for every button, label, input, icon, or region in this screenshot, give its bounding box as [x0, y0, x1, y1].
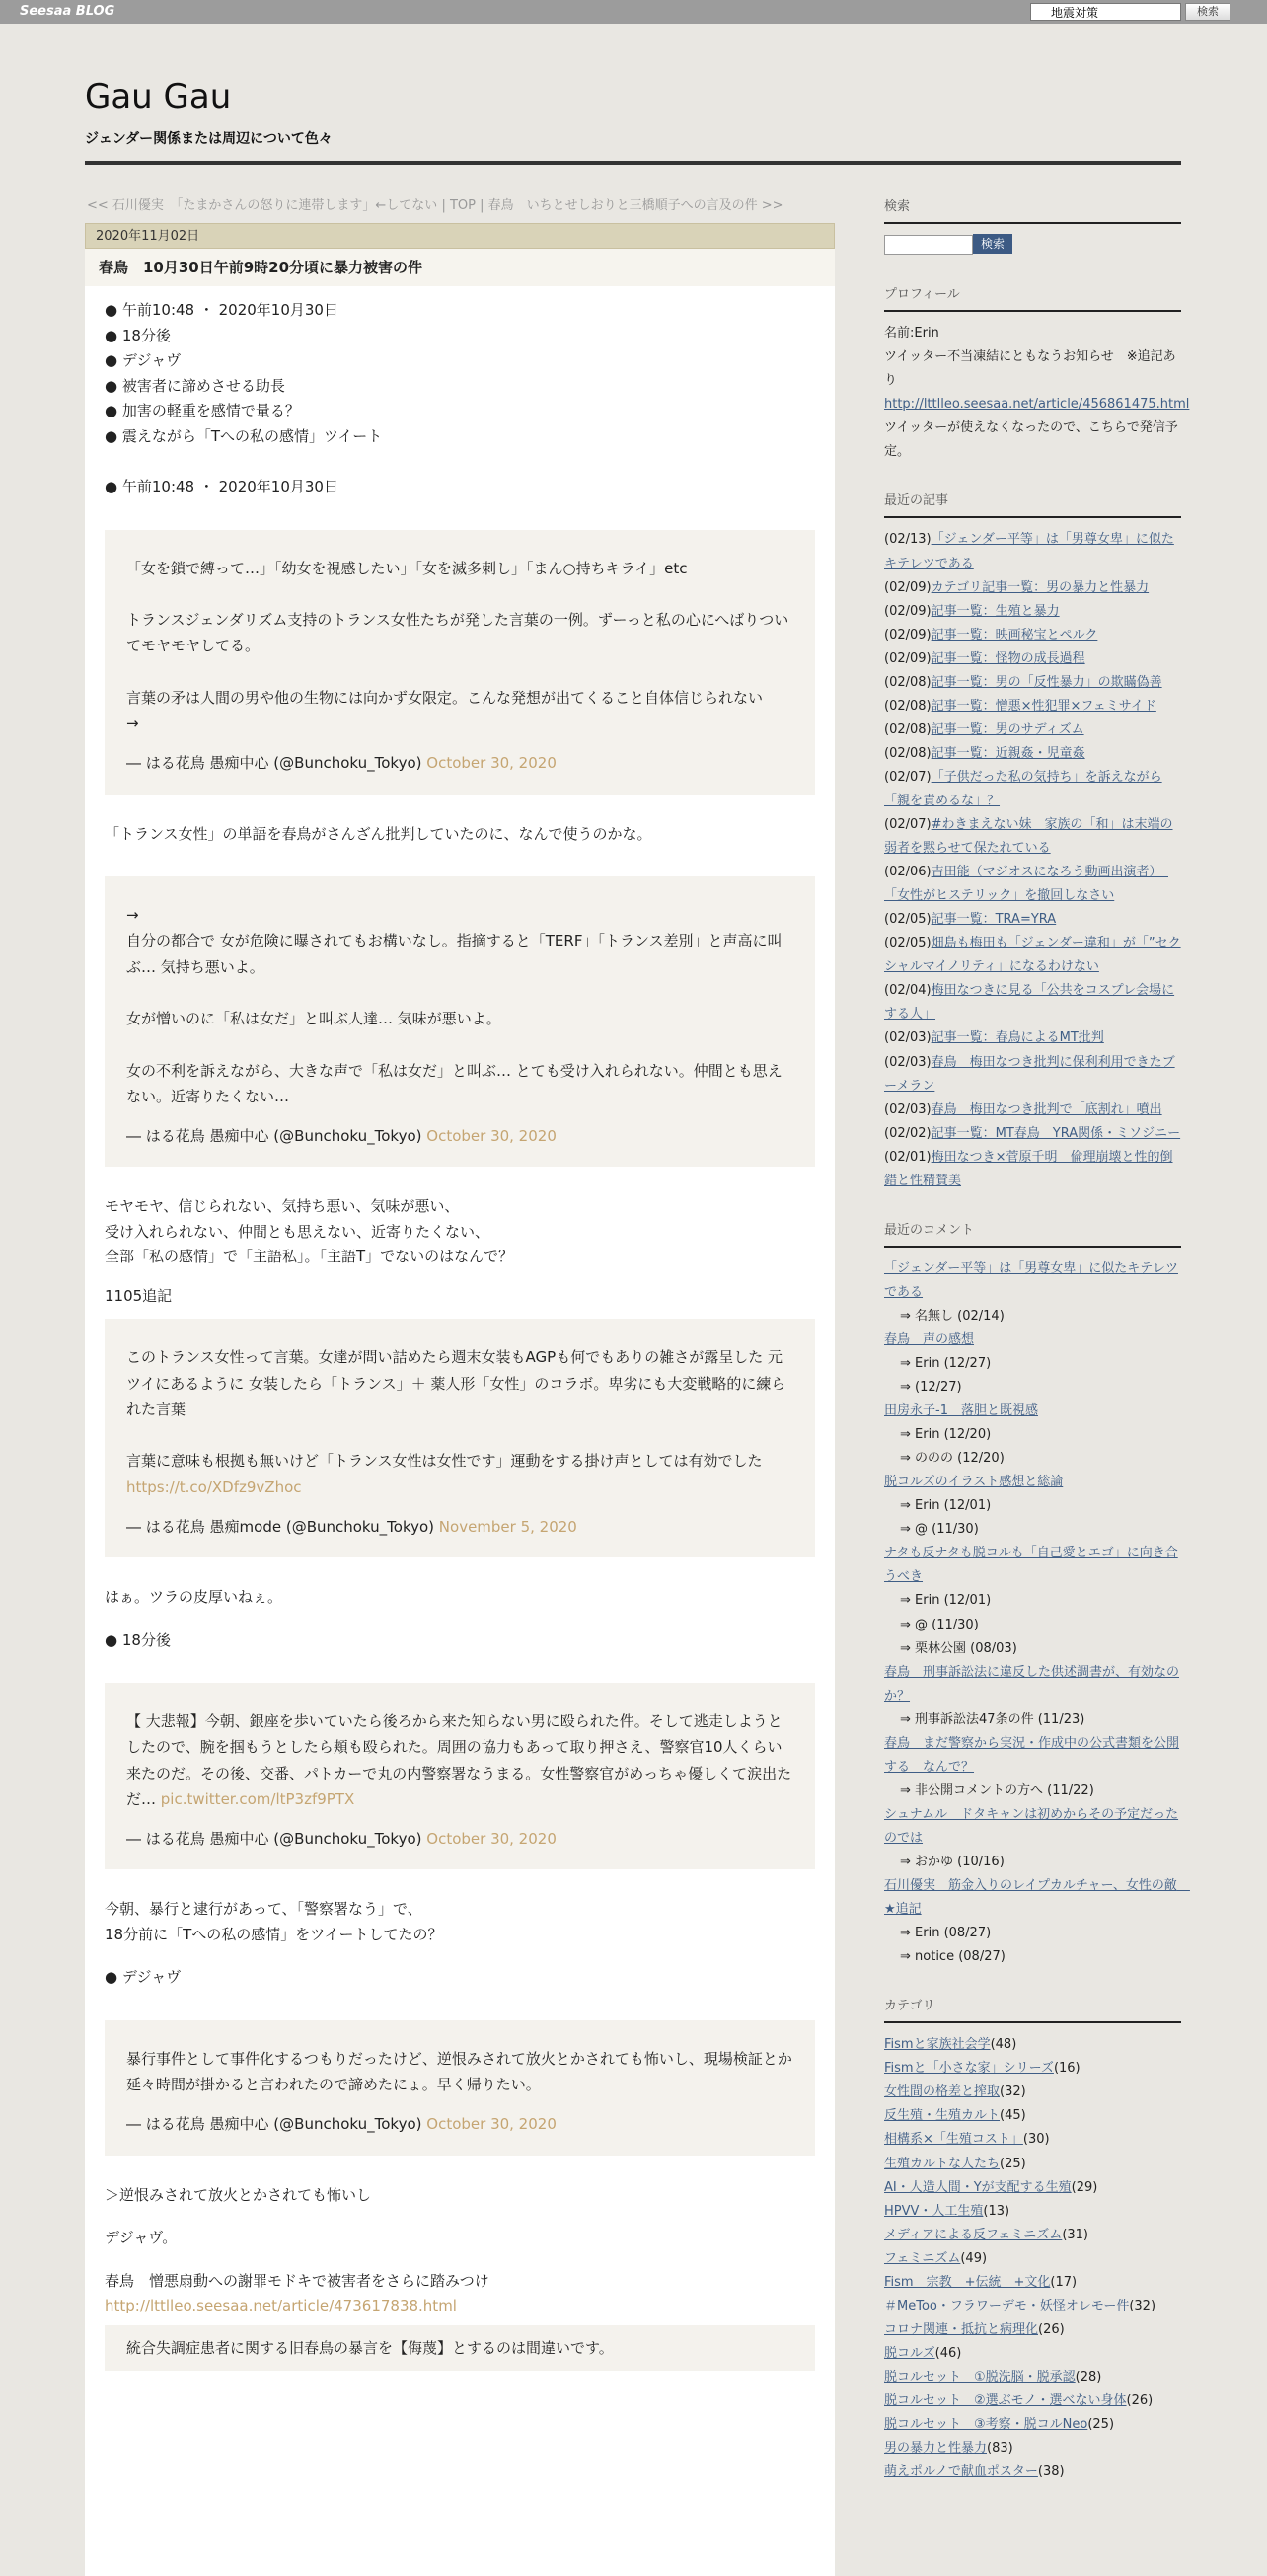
- category-link[interactable]: フェミニズム: [884, 2250, 961, 2266]
- recent-article-link[interactable]: 「ジェンダー平等」は「男尊女卑」に似たキテレツである: [884, 532, 1174, 571]
- category-item: [884, 2318, 1181, 2342]
- recent-article-item: [884, 719, 1181, 742]
- category-item: [884, 2437, 1181, 2461]
- category-item: [884, 2366, 1181, 2389]
- top-search-button[interactable]: 検索: [1185, 3, 1230, 21]
- category-item: [884, 2389, 1181, 2413]
- recent-article-date: (02/08): [884, 698, 932, 714]
- profile-text: ツイッター不当凍結にともなうお知らせ ※追記あり: [884, 349, 1176, 389]
- category-item: [884, 2342, 1181, 2366]
- tweet-author: ― はる花鳥 愚痴中心 (@Bunchoku_Tokyo): [126, 1127, 422, 1146]
- tweet-link[interactable]: https://t.co/XDfz9vZhoc: [126, 1477, 302, 1496]
- recent-article-item: [884, 695, 1181, 719]
- category-count: (28): [1075, 2369, 1102, 2385]
- recent-article-link[interactable]: 記事一覧：怪物の成長過程: [931, 650, 1085, 666]
- tweet-text: → 自分の都合で 女が危険に曝されてもお構いなし。指摘すると「TERF」「トランス差別」と声高に叫ぶ… 気持ち悪いよ。 女が憎いのに「私は女だ」と叫ぶ人達… 気味が悪いよ。 女の不利を訴えながら、大きな声で「私は女だ」と叫ぶ… とても受け入れられない。仲間とも思えない。近寄りたくない…: [126, 906, 783, 1105]
- recent-article-item: [884, 528, 1181, 575]
- recent-article-item: [884, 1099, 1181, 1122]
- recent-comment-item: [884, 1803, 1181, 1874]
- tweet-author: ― はる花鳥 愚痴mode (@Bunchoku_Tokyo): [126, 1517, 435, 1536]
- comment-entry[interactable]: ⇒ @ (11/30): [900, 1522, 979, 1538]
- recent-article-item: [884, 624, 1181, 647]
- category-count: (29): [1071, 2179, 1098, 2195]
- quote-box: [105, 2325, 815, 2371]
- tweet-date-link[interactable]: November 5, 2020: [438, 1517, 577, 1536]
- recent-article-item: [884, 908, 1181, 932]
- recent-article-link[interactable]: 記事一覧：男のサディズム: [931, 721, 1084, 737]
- category-link[interactable]: コロナ関連・抵抗と病理化: [884, 2321, 1039, 2337]
- seesaa-logo[interactable]: Seesaa BLOG: [20, 4, 115, 19]
- article-navigation: [85, 195, 835, 217]
- category-count: (17): [1050, 2274, 1078, 2290]
- category-item: [884, 2081, 1181, 2104]
- category-count: (26): [1038, 2321, 1065, 2337]
- tweet-text: 暴行事件として事件化するつもりだったけど、逆恨みされて放火とかされても怖いし、現場検証とか延々時間が掛かると言われたので諦めたにょ。早く帰りたい。: [126, 2049, 792, 2094]
- tweet-quote: [105, 1319, 815, 1557]
- top-bar: [0, 0, 1267, 24]
- comment-article-link[interactable]: 石川優実 筋金入りのレイプカルチャー、女性の敵 ★追記: [884, 1878, 1190, 1918]
- recent-article-link[interactable]: 梅田なつき×菅原千明 倫理崩壊と性的倒錯と性精賛美: [884, 1149, 1173, 1188]
- category-link[interactable]: ＃MeToo・フラワーデモ・妖怪オレモー件: [884, 2298, 1130, 2313]
- profile-name: 名前:Erin: [884, 326, 939, 341]
- recent-article-date: (02/08): [884, 721, 932, 737]
- recent-article-link[interactable]: 「子供だった私の気持ち」を訴えながら「親を責めるな」？: [884, 769, 1162, 808]
- recent-comment-item: [884, 1732, 1181, 1803]
- sidebar: [884, 195, 1190, 2510]
- recent-article-date: (02/03): [884, 1101, 932, 1117]
- category-count: (46): [934, 2345, 962, 2361]
- category-link[interactable]: Fismと家族社会学: [884, 2037, 991, 2053]
- category-count: (83): [987, 2441, 1013, 2457]
- comment-entry[interactable]: ⇒ Erin (12/27): [900, 1356, 992, 1372]
- recent-article-link[interactable]: カテゴリ記事一覧：男の暴力と性暴力: [931, 579, 1150, 595]
- recent-article-date: (02/03): [884, 1054, 932, 1070]
- recent-article-item: [884, 932, 1181, 979]
- quote-text: 統合失調症患者に関する旧春鳥の暴言を【侮蔑】とするのは間違いです。: [126, 2338, 614, 2357]
- category-link[interactable]: 女性間の格差と搾取: [884, 2084, 1001, 2100]
- article-link[interactable]: http://lttlleo.seesaa.net/article/473617838.html: [105, 2297, 457, 2315]
- category-link[interactable]: 脱コルズ: [884, 2345, 935, 2361]
- comment-article-link[interactable]: 「ジェンダー平等」は「男尊女卑」に似たキテレツである: [884, 1260, 1178, 1300]
- comment-article-link[interactable]: シュナムル ドタキャンは初めからその予定だったのでは: [884, 1806, 1179, 1846]
- tweet-author: ― はる花鳥 愚痴中心 (@Bunchoku_Tokyo): [126, 754, 422, 773]
- category-link[interactable]: Fism 宗教 +伝統 +文化: [884, 2274, 1051, 2290]
- tweet-text: 「女を鎖で縛って…」「幼女を視感したい」「女を滅多刺し」「まん○持ちキライ」etc トランスジェンダリズム支持のトランス女性たちが発した言葉の一例。ずーっと私の心にへばりついてモヤモヤしてる。 言葉の矛は人間の男や他の生物には向かず女限定。こんな発想が出てくること自体信じられない →: [126, 559, 789, 733]
- recent-article-item: [884, 1122, 1181, 1146]
- comment-entry[interactable]: ⇒ 刑事訴訟法47条の件 (11/23): [900, 1711, 1085, 1727]
- profile-text: ツイッターが使えなくなったので、こちらで発信予定。: [884, 420, 1178, 460]
- comment-entry[interactable]: ⇒ ののの (12/20): [900, 1451, 1005, 1467]
- recent-comment-item: [884, 1542, 1181, 1660]
- paragraph-with-link: [105, 2269, 815, 2319]
- recent-comment-item: [884, 1257, 1181, 1328]
- blog-description: ジェンダー関係または周辺について色々: [85, 131, 333, 147]
- recent-articles-list: [884, 528, 1181, 1192]
- recent-comment-item: [884, 1471, 1181, 1542]
- comment-entry[interactable]: ⇒ Erin (12/20): [900, 1427, 992, 1443]
- paragraph: はぁ。ツラの皮厚いねぇ。: [105, 1588, 283, 1607]
- category-item: [884, 2224, 1181, 2247]
- comment-article-link[interactable]: 田房永子-1 落胆と既視感: [884, 1403, 1038, 1419]
- recent-article-item: [884, 600, 1181, 624]
- recent-article-item: [884, 671, 1181, 695]
- tweet-quote: [105, 2020, 815, 2156]
- recent-article-link[interactable]: 記事一覧：近親姦・児童姦: [931, 745, 1085, 761]
- recent-comment-item: [884, 1328, 1181, 1400]
- tweet-quote: [105, 876, 815, 1167]
- top-search-input[interactable]: [1030, 3, 1181, 21]
- category-count: (31): [1062, 2227, 1088, 2242]
- category-count: (25): [1087, 2417, 1115, 2433]
- recent-comment-item: [884, 1661, 1181, 1732]
- section-heading: ● 午前10:48 ・ 2020年10月30日: [105, 478, 338, 496]
- recent-article-link[interactable]: 記事一覧：憎悪×性犯罪×フェミサイド: [931, 698, 1156, 714]
- comment-article-link[interactable]: ナタも反ナタも脱コルも「自己愛とエゴ」に向き合うべき: [884, 1546, 1178, 1585]
- category-count: (32): [1000, 2084, 1026, 2100]
- tweet-date-link[interactable]: October 30, 2020: [426, 2115, 557, 2134]
- category-count: (49): [960, 2250, 988, 2266]
- tweet-date-link[interactable]: October 30, 2020: [426, 754, 557, 773]
- category-link[interactable]: AI・人造人間・Yが支配する生殖: [884, 2179, 1072, 2195]
- category-link[interactable]: Fismと「小さな家」シリーズ: [884, 2061, 1054, 2077]
- category-item: [884, 2461, 1181, 2484]
- recent-article-date: (02/05): [884, 912, 932, 928]
- sidebar-profile: [884, 283, 1190, 464]
- recent-article-item: [884, 576, 1181, 600]
- paragraph: 「トランス女性」の単語を春鳥がさんざん批判していたのに、なんで使うのかな。: [105, 824, 652, 843]
- category-link[interactable]: 生殖カルトな人たち: [884, 2156, 1001, 2171]
- category-item: [884, 2033, 1181, 2057]
- comment-entry[interactable]: ⇒ 名無し (02/14): [900, 1308, 1005, 1324]
- next-article-link[interactable]: 春鳥 いちとせしおりと三橋順子への言及の件 >>: [487, 198, 783, 213]
- comment-entry[interactable]: ⇒ 非公開コメントの方へ (11/22): [900, 1782, 1094, 1798]
- sidebar-heading: 最近のコメント: [884, 1219, 1181, 1248]
- recent-article-item: [884, 1051, 1181, 1099]
- tweet-quote: [105, 1683, 815, 1869]
- post-summary: ● 午前10:48 ・ 2020年10月30日 ● 18分後 ● デジャヴ ● 被害者に諦めさせる助長 ● 加害の軽重を感情で量る？ ● 震えながら「Tへの私の感情」ツイート: [105, 301, 383, 445]
- category-link[interactable]: 脱コルセット ③考察・脱コルNeo: [884, 2417, 1088, 2433]
- category-link[interactable]: 男の暴力と性暴力: [884, 2441, 988, 2457]
- sidebar-heading: 検索: [884, 195, 1181, 224]
- comment-article-link[interactable]: 脱コルズのイラスト感想と総論: [884, 1475, 1064, 1490]
- recent-article-link[interactable]: 吉田能（マジオスになろう動画出演者） 「女性がヒステリック」を撤回しなさい: [884, 865, 1168, 904]
- tweet-author: ― はる花鳥 愚痴中心 (@Bunchoku_Tokyo): [126, 1830, 422, 1849]
- post-date: 2020年11月02日: [85, 223, 835, 249]
- main-column: [85, 195, 835, 2576]
- recent-comment-item: [884, 1400, 1181, 1471]
- recent-article-link[interactable]: 記事一覧：MT春鳥 YRA関係・ミソジニー: [931, 1125, 1181, 1141]
- comment-entry[interactable]: ⇒ Erin (08/27): [900, 1926, 992, 1941]
- category-count: (48): [990, 2037, 1017, 2053]
- recent-article-date: (02/01): [884, 1149, 932, 1165]
- category-link[interactable]: HPVV・人工生殖: [884, 2203, 984, 2219]
- comment-entry[interactable]: ⇒ Erin (12/01): [900, 1498, 992, 1514]
- recent-article-date: (02/02): [884, 1125, 932, 1141]
- recent-article-link[interactable]: 記事一覧：映画秘宝とペルク: [931, 627, 1098, 643]
- category-item: [884, 2104, 1181, 2128]
- category-item: [884, 2153, 1181, 2176]
- recent-article-item: [884, 979, 1181, 1026]
- tweet-date-link[interactable]: October 30, 2020: [426, 1830, 557, 1849]
- tweet-link[interactable]: pic.twitter.com/ltP3zf9PTX: [160, 1789, 355, 1808]
- paragraph: 今朝、暴行と逮行があって、「警察署なう」で、 18分前に「Tへの私の感情」をツイートしてたの？: [105, 1900, 443, 1943]
- category-item: [884, 2128, 1181, 2152]
- recent-article-date: (02/05): [884, 936, 932, 951]
- comment-entry[interactable]: ⇒ notice (08/27): [900, 1949, 1006, 1965]
- sidebar-search-input[interactable]: [884, 235, 973, 255]
- recent-article-date: (02/13): [884, 532, 932, 548]
- recent-article-date: (02/07): [884, 769, 932, 785]
- category-link[interactable]: 反生殖・生殖カルト: [884, 2108, 1001, 2124]
- sidebar-heading: プロフィール: [884, 283, 1181, 312]
- category-count: (32): [1129, 2298, 1156, 2313]
- recent-article-link[interactable]: 梅田なつきに見る「公共をコスプレ会場にする人」: [884, 983, 1175, 1023]
- categories-list: [884, 2033, 1181, 2484]
- recent-article-date: (02/07): [884, 817, 932, 833]
- category-link[interactable]: 脱コルセット ①脱洗脳・脱承認: [884, 2369, 1076, 2385]
- sidebar-search: [884, 195, 1181, 258]
- category-item: [884, 2247, 1181, 2271]
- category-item: [884, 2200, 1181, 2224]
- post-body: [85, 286, 835, 2576]
- section-heading: ● 18分後: [105, 1630, 171, 1649]
- category-link[interactable]: 相構系×「生殖コスト」: [884, 2132, 1023, 2148]
- recent-article-date: (02/09): [884, 603, 932, 619]
- recent-article-date: (02/08): [884, 674, 932, 690]
- category-item: [884, 2176, 1181, 2200]
- recent-article-link[interactable]: 記事一覧：生殖と暴力: [931, 603, 1060, 619]
- category-link[interactable]: メディアによる反フェミニズム: [884, 2227, 1063, 2242]
- comment-article-link[interactable]: 春鳥 まだ警察から実況・作成中の公式書類を公開する なんで？: [884, 1735, 1180, 1775]
- recent-article-item: [884, 766, 1181, 813]
- prev-article-link[interactable]: << 石川優実 「たまかさんの怒りに連帯します」←してない: [87, 198, 438, 213]
- nav-separator: |: [437, 198, 450, 213]
- comment-article-link[interactable]: 春鳥 刑事訴訟法に違反した供述調書が、有効なのか？: [884, 1664, 1180, 1704]
- recent-article-link[interactable]: 春鳥 梅田なつき批判に保利利用できたブーメラン: [884, 1054, 1175, 1094]
- paragraph: モヤモヤ、信じられない、気持ち悪い、気味が悪い、 受け入れられない、仲間とも思えない、近寄りたくない、 全部「私の感情」で「主語私」。「主語T」でないのはなんで？: [105, 1197, 514, 1266]
- category-item: [884, 2295, 1181, 2318]
- recent-article-item: [884, 1146, 1181, 1193]
- sidebar-search-button[interactable]: 検索: [973, 234, 1012, 254]
- recent-article-item: [884, 813, 1181, 861]
- recent-article-link[interactable]: 畑島も梅田も「ジェンダー違和」が「”セクシャルマイノリティ」になるわけない: [884, 936, 1181, 975]
- recent-article-item: [884, 1026, 1181, 1050]
- category-count: (38): [1037, 2464, 1065, 2480]
- tweet-author: ― はる花鳥 愚痴中心 (@Bunchoku_Tokyo): [126, 2115, 422, 2134]
- top-link[interactable]: TOP: [449, 198, 476, 213]
- comment-entry[interactable]: ⇒ おかゆ (10/16): [900, 1855, 1005, 1869]
- category-item: [884, 2057, 1181, 2081]
- category-count: (26): [1126, 2392, 1154, 2408]
- paragraph-text: 春鳥 憎悪扇動への謝罪モドキで被害者をさらに踏みつけ: [105, 2271, 489, 2290]
- category-item: [884, 2413, 1181, 2437]
- recent-article-date: (02/04): [884, 983, 932, 999]
- comment-entry[interactable]: ⇒ @ (11/30): [900, 1617, 979, 1632]
- recent-article-link[interactable]: 記事一覧：男の「反性暴力」の欺瞞偽善: [931, 674, 1162, 690]
- comment-article-link[interactable]: 春鳥 声の感想: [884, 1331, 975, 1347]
- sidebar-recent-articles: [884, 490, 1181, 1192]
- paragraph: デジャヴ。: [105, 2229, 178, 2247]
- recent-article-date: (02/09): [884, 650, 932, 666]
- profile-link[interactable]: http://lttlleo.seesaa.net/article/456861475.html: [884, 397, 1190, 413]
- blog-title[interactable]: Gau Gau: [85, 77, 232, 116]
- tweet-text: このトランス女性って言葉。女達が問い詰めたら週末女装もAGPも何でもありの雑さが露呈した 元ツイにあるように 女装したら「トランス」＋ 薬人形「女性」のコラボ。卑劣にも大変戦略的に練られた言葉 言葉に意味も根拠も無いけど「トランス女性は女性です」運動をする掛け声としては有効でした: [126, 1348, 786, 1471]
- recent-comment-item: [884, 1874, 1190, 1969]
- section-heading: ● デジャヴ: [105, 1968, 182, 1987]
- recent-comments-list: [884, 1257, 1190, 1969]
- category-count: (45): [1000, 2108, 1026, 2124]
- recent-article-date: (02/09): [884, 627, 932, 643]
- comment-entry[interactable]: ⇒ (12/27): [900, 1380, 962, 1396]
- tweet-date-link[interactable]: October 30, 2020: [426, 1127, 557, 1146]
- recent-article-link[interactable]: 記事一覧：TRA=YRA: [931, 912, 1057, 928]
- category-link[interactable]: 脱コルセット ②選ぶモノ・選べない身体: [884, 2392, 1127, 2408]
- category-item: [884, 2271, 1181, 2295]
- category-count: (30): [1022, 2132, 1050, 2148]
- recent-article-link[interactable]: #わきまえない妹 家族の「和」は末端の弱者を黙らせて保たれている: [884, 817, 1173, 857]
- comment-entry[interactable]: ⇒ Erin (12/01): [900, 1593, 992, 1609]
- comment-entry[interactable]: ⇒ 栗林公園 (08/03): [900, 1640, 1017, 1656]
- recent-article-item: [884, 861, 1181, 908]
- category-count: (25): [1000, 2156, 1026, 2171]
- recent-article-date: (02/08): [884, 745, 932, 761]
- recent-article-date: (02/03): [884, 1030, 932, 1046]
- recent-article-item: [884, 742, 1181, 766]
- recent-article-link[interactable]: 春鳥 梅田なつき批判で「底割れ」噴出: [931, 1101, 1162, 1117]
- sidebar-recent-comments: [884, 1219, 1190, 1969]
- paragraph: ＞逆恨みされて放火とかされても怖いし: [105, 2185, 372, 2204]
- category-count: (13): [983, 2203, 1010, 2219]
- blog-header: [85, 77, 1181, 148]
- sidebar-heading: カテゴリ: [884, 1995, 1181, 2023]
- recent-article-link[interactable]: 記事一覧：春鳥によるMT批判: [931, 1030, 1104, 1046]
- tweet-text: 【 大悲報】今朝、銀座を歩いていたら後ろから来た知らない男に殴られた件。そして逃走しようとしたので、腕を掴もうとしたら頬も殴られた。周囲の協力もあって取り押さえ、警察官10人くらい来たのだ。その後、交番、パトカーで丸の内警察署なうまる。女性警察官がめっちゃ優しくて涙出ただ…: [126, 1712, 792, 1808]
- recent-article-item: [884, 647, 1181, 671]
- category-count: (16): [1053, 2061, 1081, 2077]
- recent-article-date: (02/09): [884, 579, 932, 595]
- recent-article-date: (02/06): [884, 865, 932, 880]
- paragraph: 1105追記: [105, 1286, 173, 1305]
- category-link[interactable]: 萌えポルノで献血ポスター: [884, 2464, 1038, 2480]
- sidebar-categories: [884, 1995, 1181, 2484]
- sidebar-heading: 最近の記事: [884, 490, 1181, 518]
- post-title[interactable]: 春鳥 10月30日午前9時20分頃に暴力被害の件: [85, 249, 835, 286]
- tweet-quote: [105, 530, 815, 795]
- header-divider: [85, 161, 1181, 165]
- nav-separator: |: [475, 198, 488, 213]
